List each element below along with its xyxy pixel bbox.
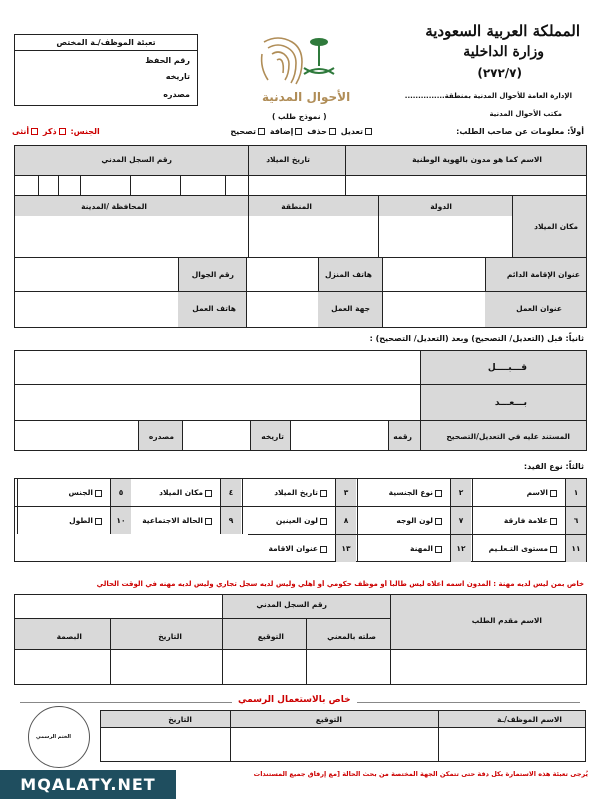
footer-note: يُرجى تعبئة هذه الاستمارة بكل دقة حتى تتمكن الجهة المختصة من بحث الحالة [مع إرفاق جميع المستندات [253,770,588,778]
dob-label: تاريخ الميلاد [266,155,310,164]
record-type-label: لون الوجه [396,516,433,525]
record-type-label: الاسم [526,488,548,497]
employee-box-title: تعبئة الموظف/ـة المختص [56,38,156,47]
record-type-option[interactable] [142,516,214,525]
record-type-number: ١٢ [450,535,471,562]
date-label-4: التاريخ [158,632,182,641]
record-type-label: تاريخ الميلاد [274,488,318,497]
checkbox[interactable] [550,546,557,553]
checkbox[interactable] [550,518,557,525]
site-watermark: MQALATY.NET [0,770,176,799]
checkbox[interactable] [95,518,102,525]
official-title: خاص بالاستعمال الرسمي [232,695,357,705]
record-type-label: عنوان الاقامة [268,544,318,553]
source-label: مصدره [163,90,190,99]
record-type-option[interactable] [276,516,329,525]
record-type-number: ٤ [220,479,241,506]
record-type-label: الحالة الاجتماعية [142,516,203,525]
record-type-option[interactable] [159,488,214,497]
work-phone-label: هاتف العمل [192,304,236,313]
region-label: المنطقة [281,202,312,211]
checkbox[interactable] [295,128,302,135]
record-type-label: الطول [69,516,93,525]
employer-label: جهة العمل [331,304,370,313]
stamp-label: الختم الرسمي [36,734,71,740]
home-phone-label: هاتف المنزل [324,270,372,279]
record-type-number: ٩ [220,507,241,534]
city-label: المحافظة /المدينة [81,202,147,211]
checkbox[interactable] [550,490,557,497]
form-type: ( نموذج طلب ) [272,112,327,121]
signature-label: التوقيع [257,632,284,641]
request-type-options: تعديل حذف إضافة تصحيح [230,127,374,136]
checkbox[interactable] [59,128,66,135]
applicant-civil-no-label: رقم السجل المدني [256,600,327,609]
record-type-number: ٦ [565,507,586,534]
record-type-option[interactable] [527,488,559,497]
checkbox[interactable] [365,128,372,135]
checkbox[interactable] [320,518,327,525]
record-type-number: ٣ [335,479,356,506]
record-type-number: ٨ [335,507,356,534]
ministry-title: وزارة الداخلية [463,44,544,60]
form-code: (٢٧٢/٧) [477,66,522,80]
section2-title: ثانياً: قبل (التعديل/ التصحيح) وبعد (التعديل/ التصحيح) : [369,334,584,343]
work-address-label: عنوان العمل [516,304,562,313]
checkbox[interactable] [320,490,327,497]
after-label: بـــعـــد [494,398,527,408]
document-label: المستند عليه في التعديل/التصحيح [446,432,570,441]
residence-label: عنوان الإقامة الدائم [506,270,580,279]
record-type-number: ١ [565,479,586,506]
record-type-option[interactable] [389,488,444,497]
checkbox[interactable] [258,128,265,135]
before-label: قـــبــــل [487,363,527,373]
gender-options: الجنس: ذكر أنثى [12,127,100,136]
record-type-label: مستوى التـعلـيم [488,544,548,553]
checkbox[interactable] [205,490,212,497]
record-type-label: نوع الجنسية [388,488,433,497]
archive-no-label: رقم الحفظ [145,56,190,65]
employee-name-label: الاسم الموظف/ـة [497,715,562,724]
doc-number-label: رقمه [393,432,412,441]
name-label: الاسم كما هو مدون بالهوية الوطنية [412,155,542,164]
record-type-option[interactable] [489,544,559,553]
mobile-label: رقم الجوال [191,270,234,279]
record-type-option[interactable] [268,544,329,553]
country-label: الدولة [430,202,452,211]
directorate-line: الإدارة العامة للأحوال المدنية بمنطقة............... [404,92,572,100]
fingerprint-label: البصمة [56,632,82,641]
record-type-option[interactable] [504,516,559,525]
doc-date-label: تاريخه [261,432,284,441]
record-type-number: ٢ [450,479,471,506]
record-type-option[interactable] [274,488,329,497]
kingdom-title: المملكة العربية السعودية [425,22,580,40]
birthplace-label: مكان الميلاد [534,222,578,231]
section1-title: أولاً: معلومات عن صاحب الطلب: [456,127,584,136]
record-type-label: مكان الميلاد [159,488,203,497]
checkbox[interactable] [31,128,38,135]
record-type-number: ٥ [110,479,131,506]
record-type-label: الجنس [68,488,93,497]
record-type-number: ٧ [450,507,471,534]
checkbox[interactable] [329,128,336,135]
record-type-option[interactable] [69,516,104,525]
logo-text: الأحوال المدنية [262,90,351,104]
checkbox[interactable] [435,546,442,553]
palm-swords-emblem [304,38,334,74]
record-type-number: ١٣ [335,535,356,562]
section3-title: ثالثاً: نوع القيد: [523,462,584,471]
record-type-option[interactable] [69,488,104,497]
record-type-option[interactable] [410,544,444,553]
record-type-option[interactable] [396,516,444,525]
civil-no-label: رقم السجل المدني [101,155,172,164]
doc-source-label: مصدره [148,432,174,441]
relation-label: صلته بالمعني [327,632,376,641]
checkbox[interactable] [320,546,327,553]
record-type-label: لون العينين [275,516,318,525]
checkbox[interactable] [95,490,102,497]
record-type-label: المهنة [410,544,433,553]
record-type-label: علامة فارقة [503,516,548,525]
checkbox[interactable] [205,518,212,525]
record-type-number: ١٠ [110,507,131,534]
official-signature-label: التوقيع [315,715,342,724]
official-date-label: التاريخ [168,715,192,724]
office-line: مكتب الأحوال المدنية [489,110,562,118]
record-type-number: ١١ [565,535,586,562]
applicant-name-label: الاسم مقدم الطلب [471,616,542,625]
no-profession-note: خاص بمن ليس لديه مهنة : المدون اسمه اعلاه ليس طالباً أو موظف حكومي أو أهلي وليس لديه سجل تجاري وليس لديه مهنه في الوقت الحالي [96,580,584,588]
date-label: تاريخه [165,72,190,81]
checkbox[interactable] [435,518,442,525]
checkbox[interactable] [435,490,442,497]
